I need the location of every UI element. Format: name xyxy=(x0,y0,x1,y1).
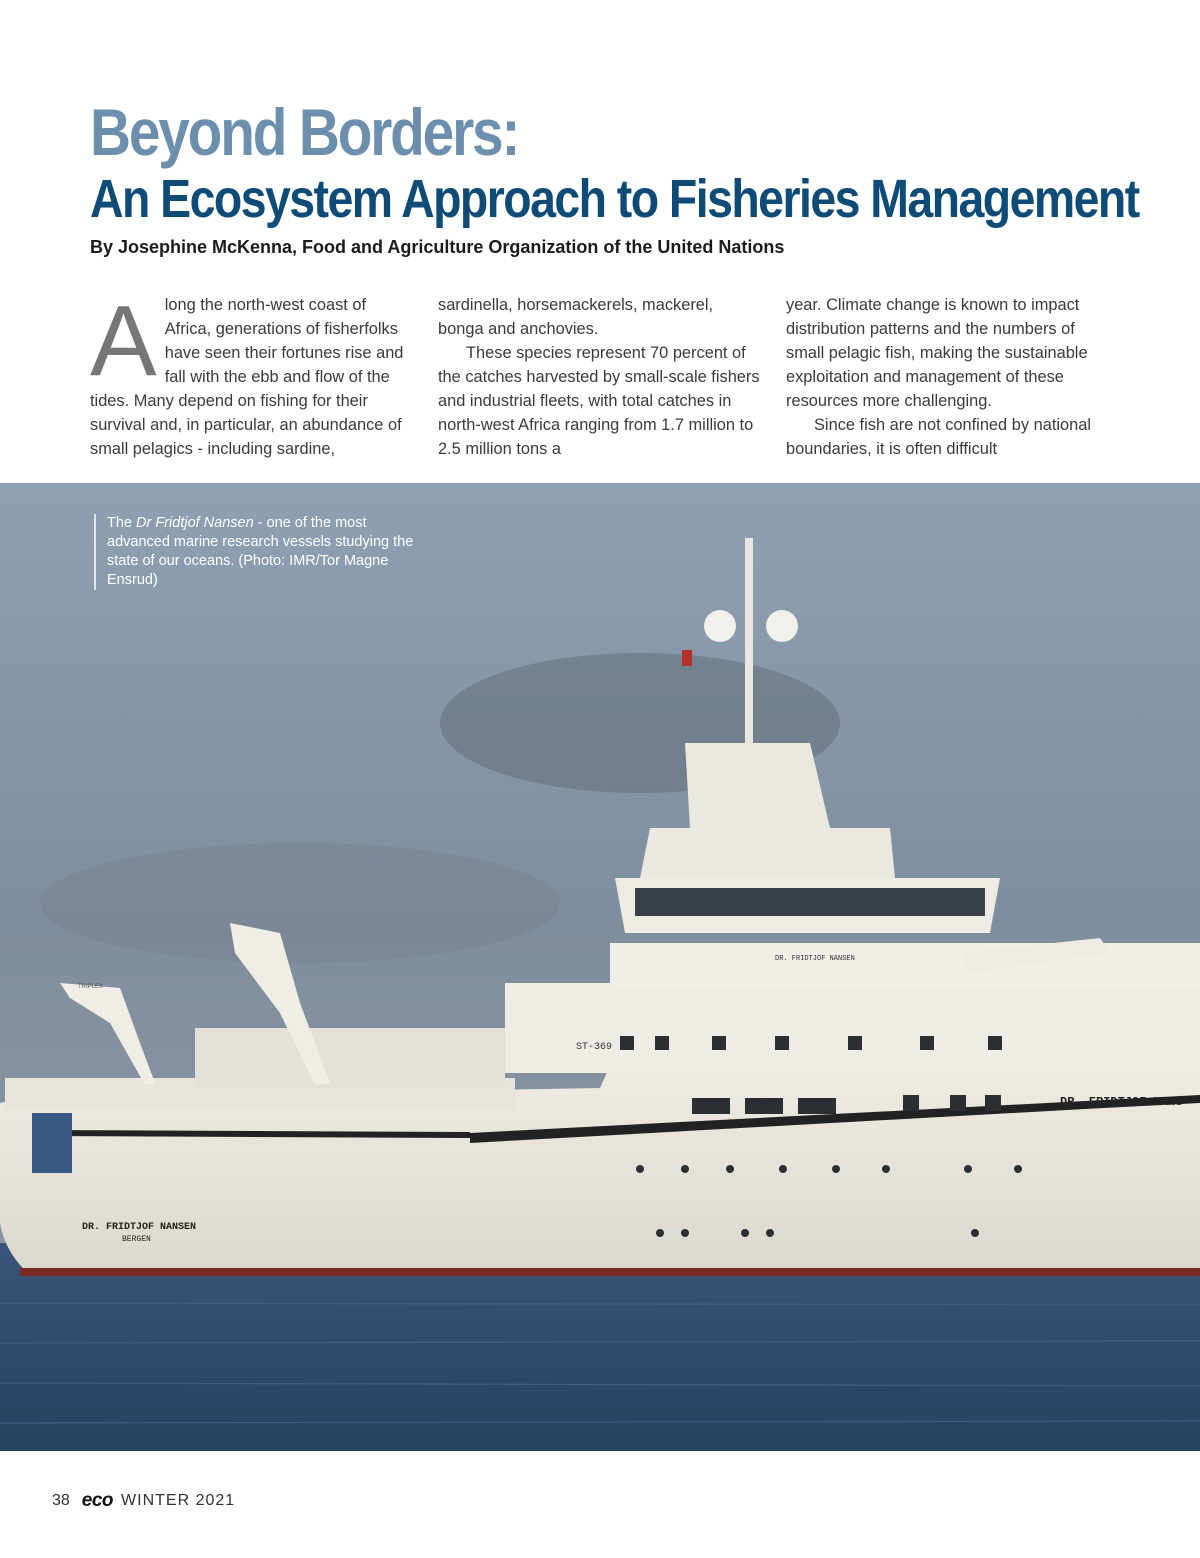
aft-deckhouse xyxy=(195,1028,505,1088)
drop-cap: A xyxy=(90,285,157,397)
radar-dome-right xyxy=(766,610,798,642)
caption-text: The xyxy=(107,515,137,531)
ship-photo xyxy=(0,483,1200,1451)
radar-dome-left xyxy=(704,610,736,642)
ship-name-stern: DR. FRIDTJOF NANSEN xyxy=(82,1222,197,1233)
article-title-main: Beyond Borders: xyxy=(90,95,519,169)
home-port: BERGEN xyxy=(122,1235,151,1244)
caption-text: - one of the most advanced marine research vessels studying the state of our oceans. (Photo: IMR/Tor Magne Ensrud) xyxy=(107,515,414,588)
cloud xyxy=(40,843,560,963)
issue-label: WINTER 2021 xyxy=(121,1492,236,1509)
mast xyxy=(745,538,753,748)
caption-vessel-name: Dr Fridtjof Nansen xyxy=(136,515,254,531)
flag xyxy=(682,650,692,666)
page-number: 38 xyxy=(52,1492,70,1509)
paragraph xyxy=(90,285,415,461)
crane-brand: TRIPLEX xyxy=(78,984,104,990)
research-vessel-illustration xyxy=(0,483,1200,1451)
paragraph: These species represent 70 percent of the catches harvested by small-scale fishers and industrial fleets, with total catches in north-west Africa ranging from 1.7 million to 2.5 million tons a xyxy=(438,344,760,458)
article-title-subtitle: An Ecosystem Approach to Fisheries Management xyxy=(90,169,1139,229)
bridge-windows xyxy=(635,888,985,916)
photo-caption xyxy=(94,514,417,590)
page-footer xyxy=(52,1490,235,1512)
paragraph-text: long the north-west coast of Africa, generations of fisherfolks have seen their fortunes rise and fall with the ebb and flow of the tides. Many depend on fishing for their survival and, in particular, an abundance of small pelagics - including sardine, xyxy=(90,296,404,458)
upper-deckhouse xyxy=(610,943,1200,988)
ship-name-bow: DR. FRIDTJOF NANS xyxy=(1060,1095,1183,1109)
bridge-sign: DR. FRIDTJOF NANSEN xyxy=(775,955,855,963)
article-byline: By Josephine McKenna, Food and Agriculture Organization of the United Nations xyxy=(90,237,785,257)
waterline xyxy=(20,1268,1200,1276)
ship-code: ST-369 xyxy=(576,1042,613,1053)
paragraph: Since fish are not confined by national boundaries, it is often difficult xyxy=(786,416,1092,458)
body-column-2 xyxy=(438,293,763,461)
stern-gate xyxy=(32,1113,72,1173)
paragraph: sardinella, horsemackerels, mackerel, bonga and anchovies. xyxy=(438,296,714,338)
body-column-1 xyxy=(90,285,415,461)
paragraph: year. Climate change is known to impact distribution patterns and the numbers of small pelagic fish, making the sustainable exploitation and management of these resources more challenging. xyxy=(786,296,1088,410)
magazine-logo: eco xyxy=(81,1490,114,1511)
main-deckhouse xyxy=(505,983,1200,1073)
body-column-3 xyxy=(786,293,1111,461)
hull-stripe-lower xyxy=(40,1133,470,1135)
